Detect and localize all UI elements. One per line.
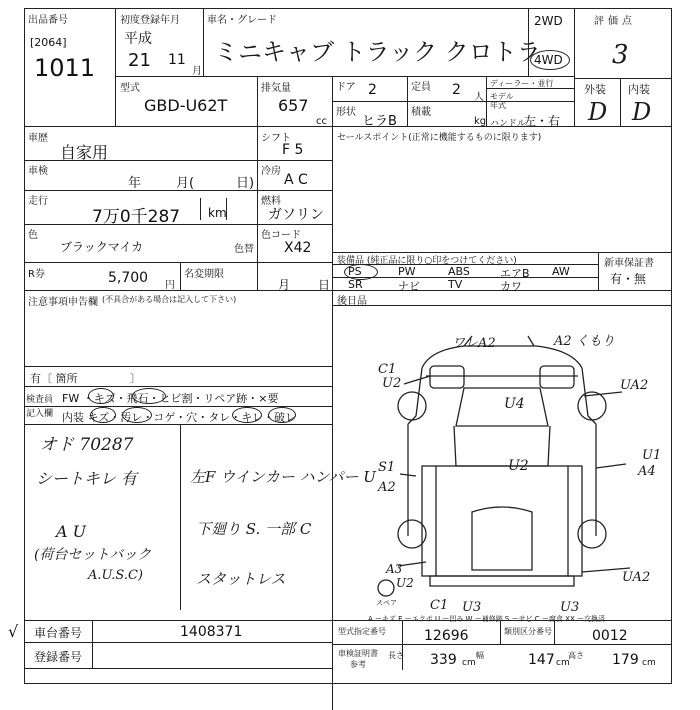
lot-number: 1011 xyxy=(34,54,96,82)
recycle-unit: 円 xyxy=(165,280,175,291)
model-code-label: 型式 xyxy=(120,83,140,94)
notes-label: 注意事項申告欄 xyxy=(28,297,98,308)
dims-width-label: 幅 xyxy=(476,651,484,660)
usage-label: 車歴 xyxy=(28,133,48,144)
color-code-label: 色コード xyxy=(261,230,301,241)
displacement-label: 排気量 xyxy=(261,83,291,94)
dmg-spare: スペア xyxy=(376,599,397,607)
inspector-label-1: 検査員 xyxy=(26,395,54,405)
doors-value: 2 xyxy=(368,82,377,98)
dmg-center: U2 xyxy=(508,458,529,474)
ac-label: 冷房 xyxy=(261,166,281,177)
model-name-value: ミニキャブ トラック クロトラ xyxy=(214,38,541,66)
hw-setback: (荷台セットバック xyxy=(34,547,152,563)
hw-odo: オド 70287 xyxy=(40,435,134,455)
name-change-day: 日 xyxy=(318,278,331,292)
capacity-unit: 人 xyxy=(474,92,484,103)
hw-studless: スタットレス xyxy=(196,570,286,588)
exterior-value: D xyxy=(588,98,608,126)
dmg-left-mid2: A2 xyxy=(378,480,396,495)
equipment-item: カワ xyxy=(500,280,522,293)
repair-suffix: 〕 xyxy=(130,372,141,385)
doors-label: ドア xyxy=(336,82,356,93)
hw-under: 下廻り S. 一部 C xyxy=(196,520,312,538)
handle-label: ハンドル xyxy=(490,119,527,129)
dims-width: 147 xyxy=(528,652,555,668)
inspection-month: 月( xyxy=(176,176,195,191)
model-code-value: GBD-U62T xyxy=(144,96,228,115)
equipment-item: PW xyxy=(398,265,416,278)
hw-au: A U xyxy=(56,522,87,541)
dims-label-2: 参考 xyxy=(350,660,366,669)
model-year-label: モデル年式 xyxy=(490,92,514,110)
chassis-value: 1408371 xyxy=(180,624,243,640)
chassis-label: 車台番号 xyxy=(34,626,83,640)
dmg-bottom1: C1 xyxy=(430,598,449,613)
dmg-left1: C1 xyxy=(378,362,397,377)
sales-point-label: セールスポイント(正常に機能するものに限ります) xyxy=(337,133,542,143)
rear-seat-label: 後日品 xyxy=(337,296,367,307)
capacity-value: 2 xyxy=(452,82,461,98)
lot-label: 出品番号 xyxy=(28,15,68,26)
inspector-line-2: 内装 キズ・汚レ・コゲ・穴・タレ・キレ・破レ xyxy=(62,411,297,424)
displacement-unit: cc xyxy=(316,116,327,127)
equipment-label: 装備品 (純正品に限り○印をつけてください) xyxy=(337,256,517,266)
load-unit: kg xyxy=(474,116,487,127)
dmg-right1: UA2 xyxy=(620,378,649,393)
hw-bumper: 左F ウインカー ハンパー U xyxy=(190,468,376,486)
new-cert-label: 新車保証書 xyxy=(604,258,654,269)
load-label: 積載 xyxy=(411,107,431,118)
dmg-bottom3: U3 xyxy=(560,600,580,615)
equipment-item: ナビ xyxy=(398,280,420,293)
dims-width-unit: cm xyxy=(556,658,570,668)
dmg-br1: UA2 xyxy=(622,570,651,585)
capacity-label: 定員 xyxy=(411,82,431,93)
mark-yogore xyxy=(122,407,152,423)
body-shape-value: ヒラB xyxy=(362,114,397,129)
class-no-label: 類別区分番号 xyxy=(504,627,552,636)
mark-kizu-2 xyxy=(90,407,116,423)
dims-length: 339 xyxy=(430,652,457,668)
shift-label: シフト xyxy=(261,133,291,144)
equipment-item: ABS xyxy=(448,265,470,278)
notes-small: (不具合がある場合は記入して下さい) xyxy=(102,295,237,304)
handle-value: 左・右 xyxy=(524,114,561,128)
dims-label-1: 車検証明書 xyxy=(338,649,378,658)
inspection-day: 日) xyxy=(236,176,255,191)
mark-tobiishi xyxy=(132,388,166,404)
equipment-item: AW xyxy=(552,265,570,278)
inspection-label: 車検 xyxy=(28,166,48,177)
model-name-label: 車名・グレード xyxy=(207,15,277,26)
dmg-left-mid: S1 xyxy=(378,460,396,475)
mark-kire xyxy=(268,407,296,423)
dmg-bl1: A3 xyxy=(386,562,403,576)
mileage-unit: km xyxy=(208,206,227,220)
inspector-label-2: 記入欄 xyxy=(26,409,54,419)
dims-height-unit: cm xyxy=(642,658,656,668)
damage-legend-line: A ーキズ E ーエクボ U ー凹み W ー補修跡 S ーサビ C ー腐食 XX ー交換済 xyxy=(368,615,605,623)
recycle-value: 5,700 xyxy=(108,270,149,286)
mark-tare xyxy=(232,407,262,423)
lot-code: [2064] xyxy=(30,36,67,49)
ps-circle xyxy=(344,264,378,280)
displacement-value: 657 xyxy=(278,96,309,115)
new-cert-value: 有・無 xyxy=(610,272,647,286)
shift-value: F 5 xyxy=(282,142,304,158)
ac-value: A C xyxy=(284,172,308,188)
body-shape-label: 形状 xyxy=(336,107,356,118)
score-label: 評価点 xyxy=(594,16,636,27)
exterior-label: 外装 xyxy=(584,83,606,96)
dims-length-label: 長さ xyxy=(388,651,404,660)
mileage-label: 走行 xyxy=(28,196,48,207)
recycle-label: R券 xyxy=(28,269,45,280)
mark-kizu-1 xyxy=(88,388,114,404)
hw-seat: シートキレ 有 xyxy=(36,469,137,488)
dmg-center-top: U4 xyxy=(504,396,525,412)
inspection-year: 年 xyxy=(128,176,142,191)
dmg-top: ワレA2 xyxy=(452,336,496,351)
dmg-bottom2: U3 xyxy=(462,600,482,615)
dmg-right-mid2: A4 xyxy=(638,464,656,479)
registration-month-unit: 月 xyxy=(192,66,202,77)
usage-value: 自家用 xyxy=(60,143,109,162)
inspector-line-1: FW ・キズ・飛石・ヒビ割・リペア跡・×要 xyxy=(62,392,279,405)
score-value: 3 xyxy=(612,40,629,70)
interior-value: D xyxy=(632,98,652,126)
class-no-value: 0012 xyxy=(592,628,628,644)
dims-height: 179 xyxy=(612,652,639,668)
fuel-value: ガソリン xyxy=(268,207,324,223)
name-change-label: 名変期限 xyxy=(184,269,224,280)
color-value: ブラックマイカ xyxy=(60,240,144,254)
interior-label: 内装 xyxy=(628,83,650,96)
drive-4wd: 4WD xyxy=(534,53,563,67)
color-code-value: X42 xyxy=(284,240,312,256)
registration-month: 11 xyxy=(168,52,186,68)
mileage-value: 7万0千287 xyxy=(92,207,181,227)
drive-2wd: 2WD xyxy=(534,14,563,28)
name-change-month: 月 xyxy=(278,278,291,292)
type-no-value: 12696 xyxy=(424,628,469,644)
hw-ausc: A.U.S.C) xyxy=(88,568,144,583)
color-change-label: 色替 xyxy=(234,244,254,255)
check-mark: √ xyxy=(8,622,19,641)
registration-era: 平成 xyxy=(124,31,152,47)
equipment-item: TV xyxy=(448,278,463,291)
dmg-top2: A2 くもり xyxy=(554,334,615,349)
vehicle-damage-diagram xyxy=(334,306,670,610)
equipment-item: PS xyxy=(348,265,362,278)
registration-year: 21 xyxy=(128,50,151,71)
dims-length-unit: cm xyxy=(462,658,476,668)
equipment-item: SR xyxy=(348,278,363,291)
dmg-bl2: U2 xyxy=(396,576,414,590)
fuel-label: 燃料 xyxy=(261,196,281,207)
color-label: 色 xyxy=(28,230,38,241)
dmg-left2: U2 xyxy=(382,376,402,391)
plate-label: 登録番号 xyxy=(34,650,83,664)
dmg-right-mid: U1 xyxy=(642,448,662,463)
registration-label: 初度登録年月 xyxy=(120,15,180,26)
dealer-label: ディーラー・並行 xyxy=(490,79,554,88)
equipment-item: エアB xyxy=(500,267,530,280)
repair-label-value: 有〔 箇所 xyxy=(30,372,78,385)
type-no-label: 型式指定番号 xyxy=(338,627,386,636)
dims-height-label: 高さ xyxy=(568,651,584,660)
